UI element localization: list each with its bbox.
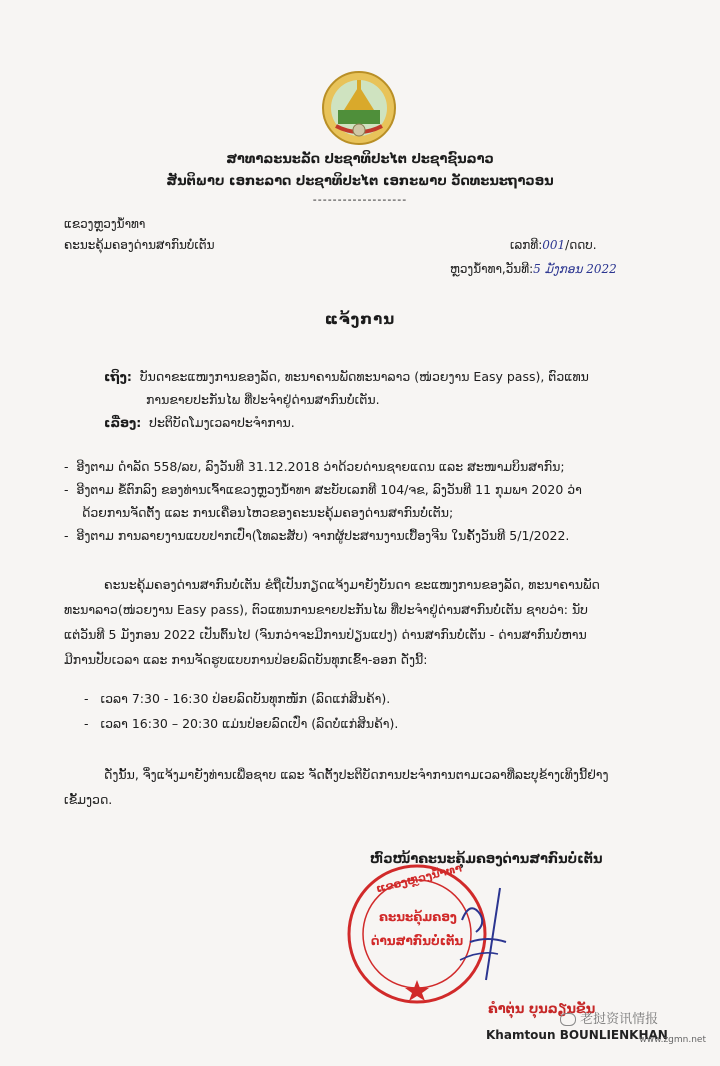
watermark-logo [560,1008,658,1027]
wechat-icon [560,1013,576,1026]
schedule-item: - ເວລາ 7:30 - 16:30 ປ່ອຍລົດບັນທຸກໜັກ (ລົດແກ່ສິນຄ້າ). [84,691,391,706]
closing-line: ດັ່ງນັ້ນ, ຈຶ່ງແຈ້ງມາຍັງທ່ານເພື່ອຊາບ ແລະ ຈັດຕັ້ງປະຕິບັດການປະຈຳການຕາມເວລາທີ່ລະບຸຂ້າງເທິງນີ້ຢ່າງ [104,767,609,782]
document-title: ແຈ້ງການ [324,310,396,328]
body-line: ທະນາລາວ(ໜ່ວຍງານ Easy pass), ຕົວແທນການຂາຍປະກັນໄພ ທີ່ປະຈຳຢູ່ດ່ານສາກົນບໍ່ເຕັນ ຊາບວ່າ: ນັບ [64,602,588,617]
date-year: 2022 [586,262,617,276]
reference-number-suffix: /ດດບ. [565,238,597,252]
reference-item: - ອີງຕາມ ດຳລັດ 558/ລບ, ລົງວັນທີ 31.12.2018 ວ່າດ້ວຍດ່ານຊາຍແດນ ແລະ ສະໜາມບິນສາກົນ; [64,459,565,474]
place-date-label: ຫຼວງນ້ຳທາ,ວັນທີ: [450,262,534,276]
schedule-item: - ເວລາ 16:30 – 20:30 ແມ່ນປ່ອຍລົດເປົ່າ (ລົດບໍ່ແກ່ສິນຄ້າ). [84,716,399,731]
national-header-line: ສາທາລະນະລັດ ປະຊາທິປະໄຕ ປະຊາຊົນລາວ [226,152,494,167]
reference-item: - ອີງຕາມ ຂໍ້ຕົກລົງ ຂອງທ່ານເຈົ້າແຂວງຫຼວງນ້ຳທາ ສະບັບເລກທີ 104/ຈຂ, ລົງວັນທີ 11 ກຸມພາ 2020 ວ່າ [64,482,582,497]
to-label: ເຖິງ: [104,369,132,384]
to-line-2: ການຂາຍປະກັນໄພ ທີ່ປະຈຳຢູ່ດ່ານສາກົນບໍ່ເຕັນ. [146,392,380,407]
sender-office: ຄະນະຄຸ້ມຄອງດ່ານສາກົນບໍ່ເຕັນ [64,238,215,252]
watermark-url: www.zgmn.net [639,1035,706,1045]
stamp-ring-text: ແຂວງຫຼວງນ້ຳທາ [374,861,463,896]
handwritten-signature-icon [440,880,520,990]
body-paragraph [64,572,600,672]
signatory-name-latin: Khamtoun BOUNLIENKHAN [486,1028,668,1042]
reference-item-continued: ດ້ວຍການຈັດຕັ້ງ ແລະ ການເຄື່ອນໄຫວຂອງຄະນະຄຸ້ມຄອງດ່ານສາກົນບໍ່ເຕັນ; [82,505,454,520]
place-date [450,262,617,276]
body-line: ຄະນະຄຸ້ມຄອງດ່ານສາກົນບໍ່ເຕັນ ຂໍຖືເປັນກຽດແຈ້ງມາຍັງບັນດາ ຂະແໜງການຂອງລັດ, ທະນາຄານພັດ [104,577,600,592]
national-motto-line: ສັນຕິພາບ ເອກະລາດ ປະຊາທິປະໄຕ ເອກະພາບ ວັດທະນະຖາວອນ [166,174,554,189]
reference-item: - ອີງຕາມ ການລາຍງານແບບປາກເປົ່າ(ໂທລະສັບ) ຈາກຜູ້ປະສານງານເບື້ອງຈີນ ໃນຄັ້ງວັນທີ 5/1/2022. [64,528,570,543]
date-day: 5 [533,262,541,276]
signatory-title: ຫົວໜ້າຄະນະຄຸ້ມຄອງດ່ານສາກົນບໍ່ເຕັນ [370,852,603,867]
to-section [104,365,589,434]
references-list [64,455,582,547]
reference-number-label: ເລກທີ: [510,238,543,252]
header-divider: ------------------- [312,193,408,206]
reference-number [510,238,597,252]
to-line-1: ບັນດາຂະແໜງການຂອງລັດ, ທະນາຄານພັດທະນາລາວ (ໜ່ວຍງານ Easy pass), ຕົວແທນ [139,369,589,384]
subject-label: ເລື່ອງ: [104,415,142,430]
closing-line: ເຂັ້ມງວດ. [64,792,113,807]
signatory-name-lao: ຄຳຕຸ່ນ ບຸນລຽນຂັນ [488,1002,596,1017]
subject-text: ປະຕິບັດໂມງເວລາປະຈຳການ. [149,415,295,430]
national-emblem-icon [314,68,404,148]
sender-province: ແຂວງຫຼວງນ້ຳທາ [64,217,146,231]
schedule-list [84,686,398,736]
watermark-logo-text: 老挝资讯情报 [580,1012,659,1027]
body-line: ມີການປັບເວລາ ແລະ ການຈັດຮູບແບບການປ່ອຍລົດບັນທຸກເຂົ້າ-ອອກ ດັ່ງນີ້: [64,652,428,667]
reference-number-value: 001 [542,238,566,252]
body-line: ແຕ່ວັນທີ 5 ມັງກອນ 2022 ເປັນຕົ້ນໄປ (ຈົນກວ່າຈະມີການປ່ຽນແປງ) ດ່ານສາກົນບໍ່ເຕັນ - ດ່ານສາກົນບໍ່ຫານ [64,627,587,642]
stamp-line-2: ດ່ານສາກົນບໍ່ເຕັນ [371,934,464,948]
closing-paragraph [64,762,609,812]
stamp-line-1: ຄະນະຄຸ້ມຄອງ [379,910,457,924]
date-month: ມັງກອນ [544,262,583,276]
